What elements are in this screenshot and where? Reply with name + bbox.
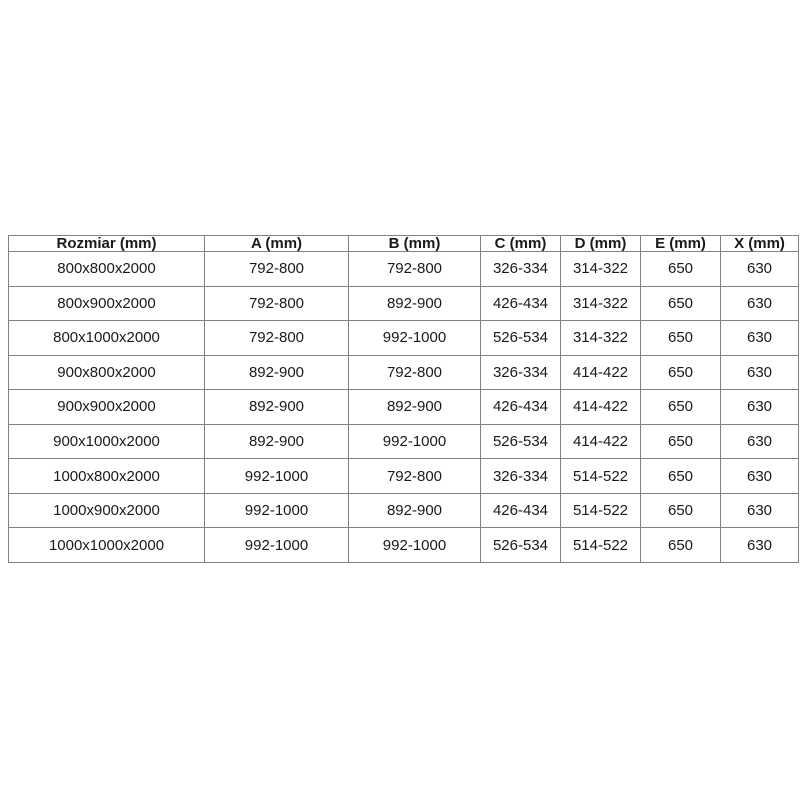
table-cell: 1000x800x2000: [9, 459, 205, 494]
table-row: [9, 355, 799, 390]
table-body: [9, 252, 799, 563]
table-cell: 650: [641, 286, 721, 321]
table-row: [9, 424, 799, 459]
table-cell: 314-322: [561, 252, 641, 287]
column-header: E (mm): [641, 236, 721, 252]
table-cell: 992-1000: [349, 424, 481, 459]
table-cell: 992-1000: [349, 528, 481, 563]
table-cell: 314-322: [561, 286, 641, 321]
table-cell: 900x900x2000: [9, 390, 205, 425]
table-cell: 414-422: [561, 424, 641, 459]
table-cell: 650: [641, 252, 721, 287]
table-cell: 1000x900x2000: [9, 493, 205, 528]
table-row: [9, 286, 799, 321]
table-cell: 650: [641, 355, 721, 390]
table-cell: 630: [721, 493, 799, 528]
table-cell: 650: [641, 459, 721, 494]
table-cell: 892-900: [205, 355, 349, 390]
column-header: D (mm): [561, 236, 641, 252]
table-cell: 792-800: [205, 252, 349, 287]
table-cell: 630: [721, 528, 799, 563]
table-cell: 326-334: [481, 355, 561, 390]
table-cell: 892-900: [349, 493, 481, 528]
column-header: B (mm): [349, 236, 481, 252]
table-cell: 800x1000x2000: [9, 321, 205, 356]
table-cell: 414-422: [561, 355, 641, 390]
table-cell: 514-522: [561, 528, 641, 563]
table-cell: 800x800x2000: [9, 252, 205, 287]
table-cell: 426-434: [481, 493, 561, 528]
table-cell: 792-800: [205, 286, 349, 321]
column-header: C (mm): [481, 236, 561, 252]
table-cell: 526-534: [481, 321, 561, 356]
table-row: [9, 390, 799, 425]
table-cell: 792-800: [205, 321, 349, 356]
table-cell: 514-522: [561, 493, 641, 528]
table-cell: 630: [721, 355, 799, 390]
table-cell: 630: [721, 286, 799, 321]
table-row: [9, 459, 799, 494]
table-cell: 630: [721, 252, 799, 287]
table-cell: 650: [641, 528, 721, 563]
table-cell: 650: [641, 321, 721, 356]
table-row: [9, 493, 799, 528]
table-cell: 314-322: [561, 321, 641, 356]
table-cell: 892-900: [349, 390, 481, 425]
table-cell: 900x800x2000: [9, 355, 205, 390]
table-cell: 892-900: [205, 424, 349, 459]
table-cell: 414-422: [561, 390, 641, 425]
table-cell: 892-900: [205, 390, 349, 425]
table-cell: 526-534: [481, 528, 561, 563]
table-cell: 426-434: [481, 390, 561, 425]
table-cell: 630: [721, 321, 799, 356]
table-cell: 630: [721, 459, 799, 494]
table-cell: 992-1000: [205, 493, 349, 528]
table-cell: 792-800: [349, 355, 481, 390]
table-cell: 992-1000: [205, 459, 349, 494]
table-row: [9, 252, 799, 287]
table-cell: 326-334: [481, 459, 561, 494]
column-header: X (mm): [721, 236, 799, 252]
table-cell: 630: [721, 390, 799, 425]
column-header: A (mm): [205, 236, 349, 252]
table-cell: 892-900: [349, 286, 481, 321]
table-cell: 900x1000x2000: [9, 424, 205, 459]
header-row: [9, 236, 799, 252]
table-cell: 792-800: [349, 252, 481, 287]
table-row: [9, 321, 799, 356]
column-header: Rozmiar (mm): [9, 236, 205, 252]
table-cell: 992-1000: [349, 321, 481, 356]
table-row: [9, 528, 799, 563]
table-cell: 1000x1000x2000: [9, 528, 205, 563]
table-cell: 426-434: [481, 286, 561, 321]
table-cell: 526-534: [481, 424, 561, 459]
table-cell: 650: [641, 424, 721, 459]
table-cell: 630: [721, 424, 799, 459]
table-cell: 650: [641, 390, 721, 425]
size-spec-table-container: [8, 235, 798, 563]
table-cell: 326-334: [481, 252, 561, 287]
table-cell: 800x900x2000: [9, 286, 205, 321]
size-spec-table: [8, 235, 799, 563]
table-cell: 514-522: [561, 459, 641, 494]
table-cell: 650: [641, 493, 721, 528]
table-cell: 792-800: [349, 459, 481, 494]
table-cell: 992-1000: [205, 528, 349, 563]
